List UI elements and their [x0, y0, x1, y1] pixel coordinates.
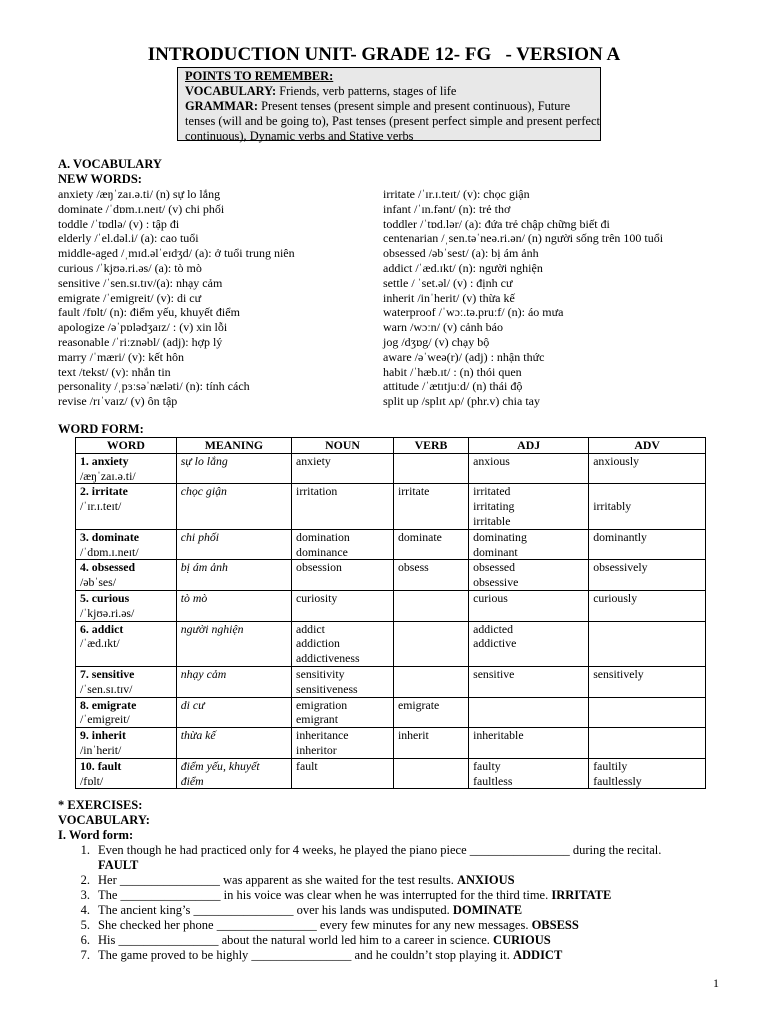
cell-meaning: nhạy cảm [176, 666, 291, 697]
cell-noun: emigration emigrant [292, 697, 394, 728]
cell-adj: sensitive [469, 666, 589, 697]
page-title: INTRODUCTION UNIT- GRADE 12- FG - VERSION A [147, 44, 621, 65]
cell-noun: anxiety [292, 453, 394, 484]
cell-meaning: người nghiện [176, 621, 291, 666]
vocab-entry: personality /ˌpɜːsəˈnæləti/ (n): tính cách [58, 379, 250, 394]
cell-word: 2. irritate /ˈɪr.ɪ.teɪt/ [76, 484, 177, 529]
table-header-meaning: MEANING [176, 438, 291, 454]
cell-verb: inherit [393, 728, 468, 759]
cell-noun: curiosity [292, 590, 394, 621]
cell-adv: obsessively [589, 560, 706, 591]
cell-meaning: bị ám ảnh [176, 560, 291, 591]
table-row [76, 697, 706, 728]
cell-adv: curiously [589, 590, 706, 621]
vocab-entry: elderly /ˈel.dəl.i/ (a): cao tuổi [58, 231, 199, 246]
vocab-entry: settle / ˈset.əl/ (v) : định cư [383, 275, 513, 290]
vocab-entry: irritate /ˈɪr.ɪ.teɪt/ (v): chọc giận [383, 187, 530, 201]
cell-adv: faultily faultlessly [589, 758, 706, 789]
cell-adj: obsessed obsessive [469, 560, 589, 591]
cell-meaning: tò mò [176, 590, 291, 621]
table-row [76, 666, 706, 697]
vocab-entry: warn /wɔːn/ (v) cảnh báo [383, 320, 503, 335]
vocab-entry: obsessed /əbˈsest/ (a): bị ám ảnh [383, 246, 539, 261]
cell-meaning: chọc giận [176, 484, 291, 529]
cell-meaning: thừa kế [176, 728, 291, 759]
cell-word: 8. emigrate /ˈemigreit/ [76, 697, 177, 728]
cell-verb [393, 590, 468, 621]
vocab-entry: jog /dʒɒg/ (v) chạy bộ [383, 334, 490, 349]
vocab-entry: habit /ˈhæb.ɪt/ : (n) thói quen [383, 364, 522, 379]
cell-noun: fault [292, 758, 394, 789]
cell-noun: irritation [292, 484, 394, 529]
vocab-entry: text /tekst/ (v): nhắn tin [58, 364, 171, 379]
cell-adj: inheritable [469, 728, 589, 759]
exercise-item: 5. She checked her phone ________________ every few minutes for any new messages. OBSESS [80, 918, 579, 932]
cell-verb: irritate [393, 484, 468, 529]
vocab-entry: middle-aged /ˌmɪd.əlˈeɪdʒd/ (a): ở tuổi trung niên [58, 246, 295, 261]
cell-verb [393, 666, 468, 697]
vocab-list-right [383, 187, 663, 409]
cell-adj: irritated irritating irritable [469, 484, 589, 529]
vocab-entry: sensitive /ˈsen.sɪ.tɪv/(a): nhạy cảm [58, 275, 223, 290]
table-row [76, 758, 706, 789]
exercise-item: 1. Even though he had practiced only for 4 weeks, he played the piano piece ________________ during the recital. FAULT [80, 843, 662, 872]
table-header-verb: VERB [393, 438, 468, 454]
vocab-entry: apologize /əˈpɒlədʒaɪz/ : (v) xin lỗi [58, 320, 228, 335]
table-header-noun: NOUN [292, 438, 394, 454]
cell-adv [589, 697, 706, 728]
cell-adv: irritably [589, 484, 706, 529]
table-row [76, 453, 706, 484]
cell-verb: emigrate [393, 697, 468, 728]
word-form-table [75, 437, 706, 789]
vocab-entry: infant /ˈɪn.fənt/ (n): trẻ thơ [383, 201, 511, 216]
table-row [76, 590, 706, 621]
cell-adj: curious [469, 590, 589, 621]
vocab-entry: addict /ˈæd.ɪkt/ (n): người nghiện [383, 260, 543, 275]
vocab-entry: split up /splɪt ʌp/ (phr.v) chia tay [383, 394, 540, 409]
cell-adv: sensitively [589, 666, 706, 697]
cell-adj [469, 697, 589, 728]
cell-verb [393, 453, 468, 484]
cell-adj: addicted addictive [469, 621, 589, 666]
cell-meaning: di cư [176, 697, 291, 728]
vocab-entry: aware /əˈweə(r)/ (adj) : nhận thức [383, 349, 545, 364]
cell-word: 3. dominate /ˈdɒm.ɪ.neɪt/ [76, 529, 177, 560]
cell-noun: inheritance inheritor [292, 728, 394, 759]
cell-adv: dominantly [589, 529, 706, 560]
cell-word: 4. obsessed /əbˈses/ [76, 560, 177, 591]
table-header-word: WORD [76, 438, 177, 454]
cell-adj: anxious [469, 453, 589, 484]
vocab-entry: attitude /ˈætɪtjuːd/ (n) thái độ [383, 379, 523, 394]
vocab-entry: toddle /ˈtɒdlə/ (v) : tập đi [58, 216, 180, 231]
vocab-entry: toddler /ˈtɒd.lər/ (a): đứa trẻ chập chững biết đi [383, 216, 610, 231]
cell-verb [393, 758, 468, 789]
cell-verb: obsess [393, 560, 468, 591]
cell-noun: sensitivity sensitiveness [292, 666, 394, 697]
cell-meaning: sự lo lắng [176, 453, 291, 484]
vocab-entry: fault /fɒlt/ (n): điểm yếu, khuyết điểm [58, 305, 240, 320]
cell-adj: faulty faultless [469, 758, 589, 789]
table-row [76, 484, 706, 529]
cell-word: 5. curious /ˈkjʊə.ri.əs/ [76, 590, 177, 621]
cell-word: 10. fault /fɒlt/ [76, 758, 177, 789]
cell-adj: dominating dominant [469, 529, 589, 560]
exercise-list [58, 843, 708, 963]
word-form-heading: WORD FORM: [58, 422, 144, 436]
table-header-adv: ADV [589, 438, 706, 454]
exercise-item: 7. The game proved to be highly ________________ and he couldn’t stop playing it. ADDICT [80, 948, 563, 962]
vocab-entry: curious /ˈkjʊə.ri.əs/ (a): tò mò [58, 260, 202, 275]
vocab-entry: emigrate /ˈemigreit/ (v): di cư [58, 290, 202, 305]
notes-vocabulary: VOCABULARY: Friends, verb patterns, stages of life [185, 84, 457, 98]
cell-adv: anxiously [589, 453, 706, 484]
cell-meaning: chi phối [176, 529, 291, 560]
exercises-heading: * EXERCISES: VOCABULARY: I. Word form: [58, 798, 150, 842]
cell-adv [589, 728, 706, 759]
exercise-item: 4. The ancient king’s ________________ over his lands was undisputed. DOMINATE [80, 903, 523, 917]
vocab-list-left [58, 187, 295, 409]
notes-grammar: GRAMMAR: Present tenses (present simple and present continuous), Future tenses (will and be going to), Past tenses (present perfect simple and present perfect continuous), Dynamic verbs and Stative verbs [185, 99, 600, 143]
cell-word: 9. inherit /inˈherit/ [76, 728, 177, 759]
exercise-item: 3. The ________________ in his voice was clear when he was interrupted for the third time. IRRITATE [80, 888, 612, 902]
table-row [76, 529, 706, 560]
cell-adv [589, 621, 706, 666]
page-number: 1 [713, 976, 719, 990]
table-row [76, 728, 706, 759]
cell-meaning: điểm yếu, khuyết điểm [176, 758, 291, 789]
cell-word: 6. addict /ˈæd.ɪkt/ [76, 621, 177, 666]
table-header-adj: ADJ [469, 438, 589, 454]
cell-word: 7. sensitive /ˈsen.sɪ.tɪv/ [76, 666, 177, 697]
cell-verb [393, 621, 468, 666]
table-row [76, 560, 706, 591]
vocab-entry: dominate /ˈdɒm.ɪ.neɪt/ (v) chi phối [58, 201, 225, 216]
cell-noun: obsession [292, 560, 394, 591]
vocab-entry: revise /rɪˈvaɪz/ (v) ôn tập [58, 394, 178, 409]
vocab-entry: anxiety /æŋˈzaɪ.ə.ti/ (n) sự lo lắng [58, 187, 221, 201]
vocabulary-section-heading: A. VOCABULARY NEW WORDS: [58, 157, 162, 186]
points-to-remember-box [177, 67, 601, 141]
table-row [76, 621, 706, 666]
cell-noun: domination dominance [292, 529, 394, 560]
vocab-entry: reasonable /ˈriːznəbl/ (adj): hợp lý [58, 334, 223, 349]
exercise-item: 2. Her ________________ was apparent as she waited for the test results. ANXIOUS [80, 873, 515, 887]
vocab-entry: waterproof /ˈwɔː.tə.pruːf/ (n): áo mưa [383, 305, 564, 320]
cell-noun: addict addiction addictiveness [292, 621, 394, 666]
vocab-entry: inherit /inˈherit/ (v) thừa kế [383, 290, 515, 305]
cell-word: 1. anxiety /æŋˈzaɪ.ə.ti/ [76, 453, 177, 484]
vocab-entry: marry /ˈmæri/ (v): kết hôn [58, 349, 184, 364]
exercise-item: 6. His ________________ about the natural world led him to a career in science. CURIOUS [80, 933, 551, 947]
notes-heading: POINTS TO REMEMBER: [185, 69, 334, 83]
cell-verb: dominate [393, 529, 468, 560]
vocab-entry: centenarian /ˌsen.təˈneə.ri.ən/ (n) người sống trên 100 tuổi [383, 231, 664, 246]
